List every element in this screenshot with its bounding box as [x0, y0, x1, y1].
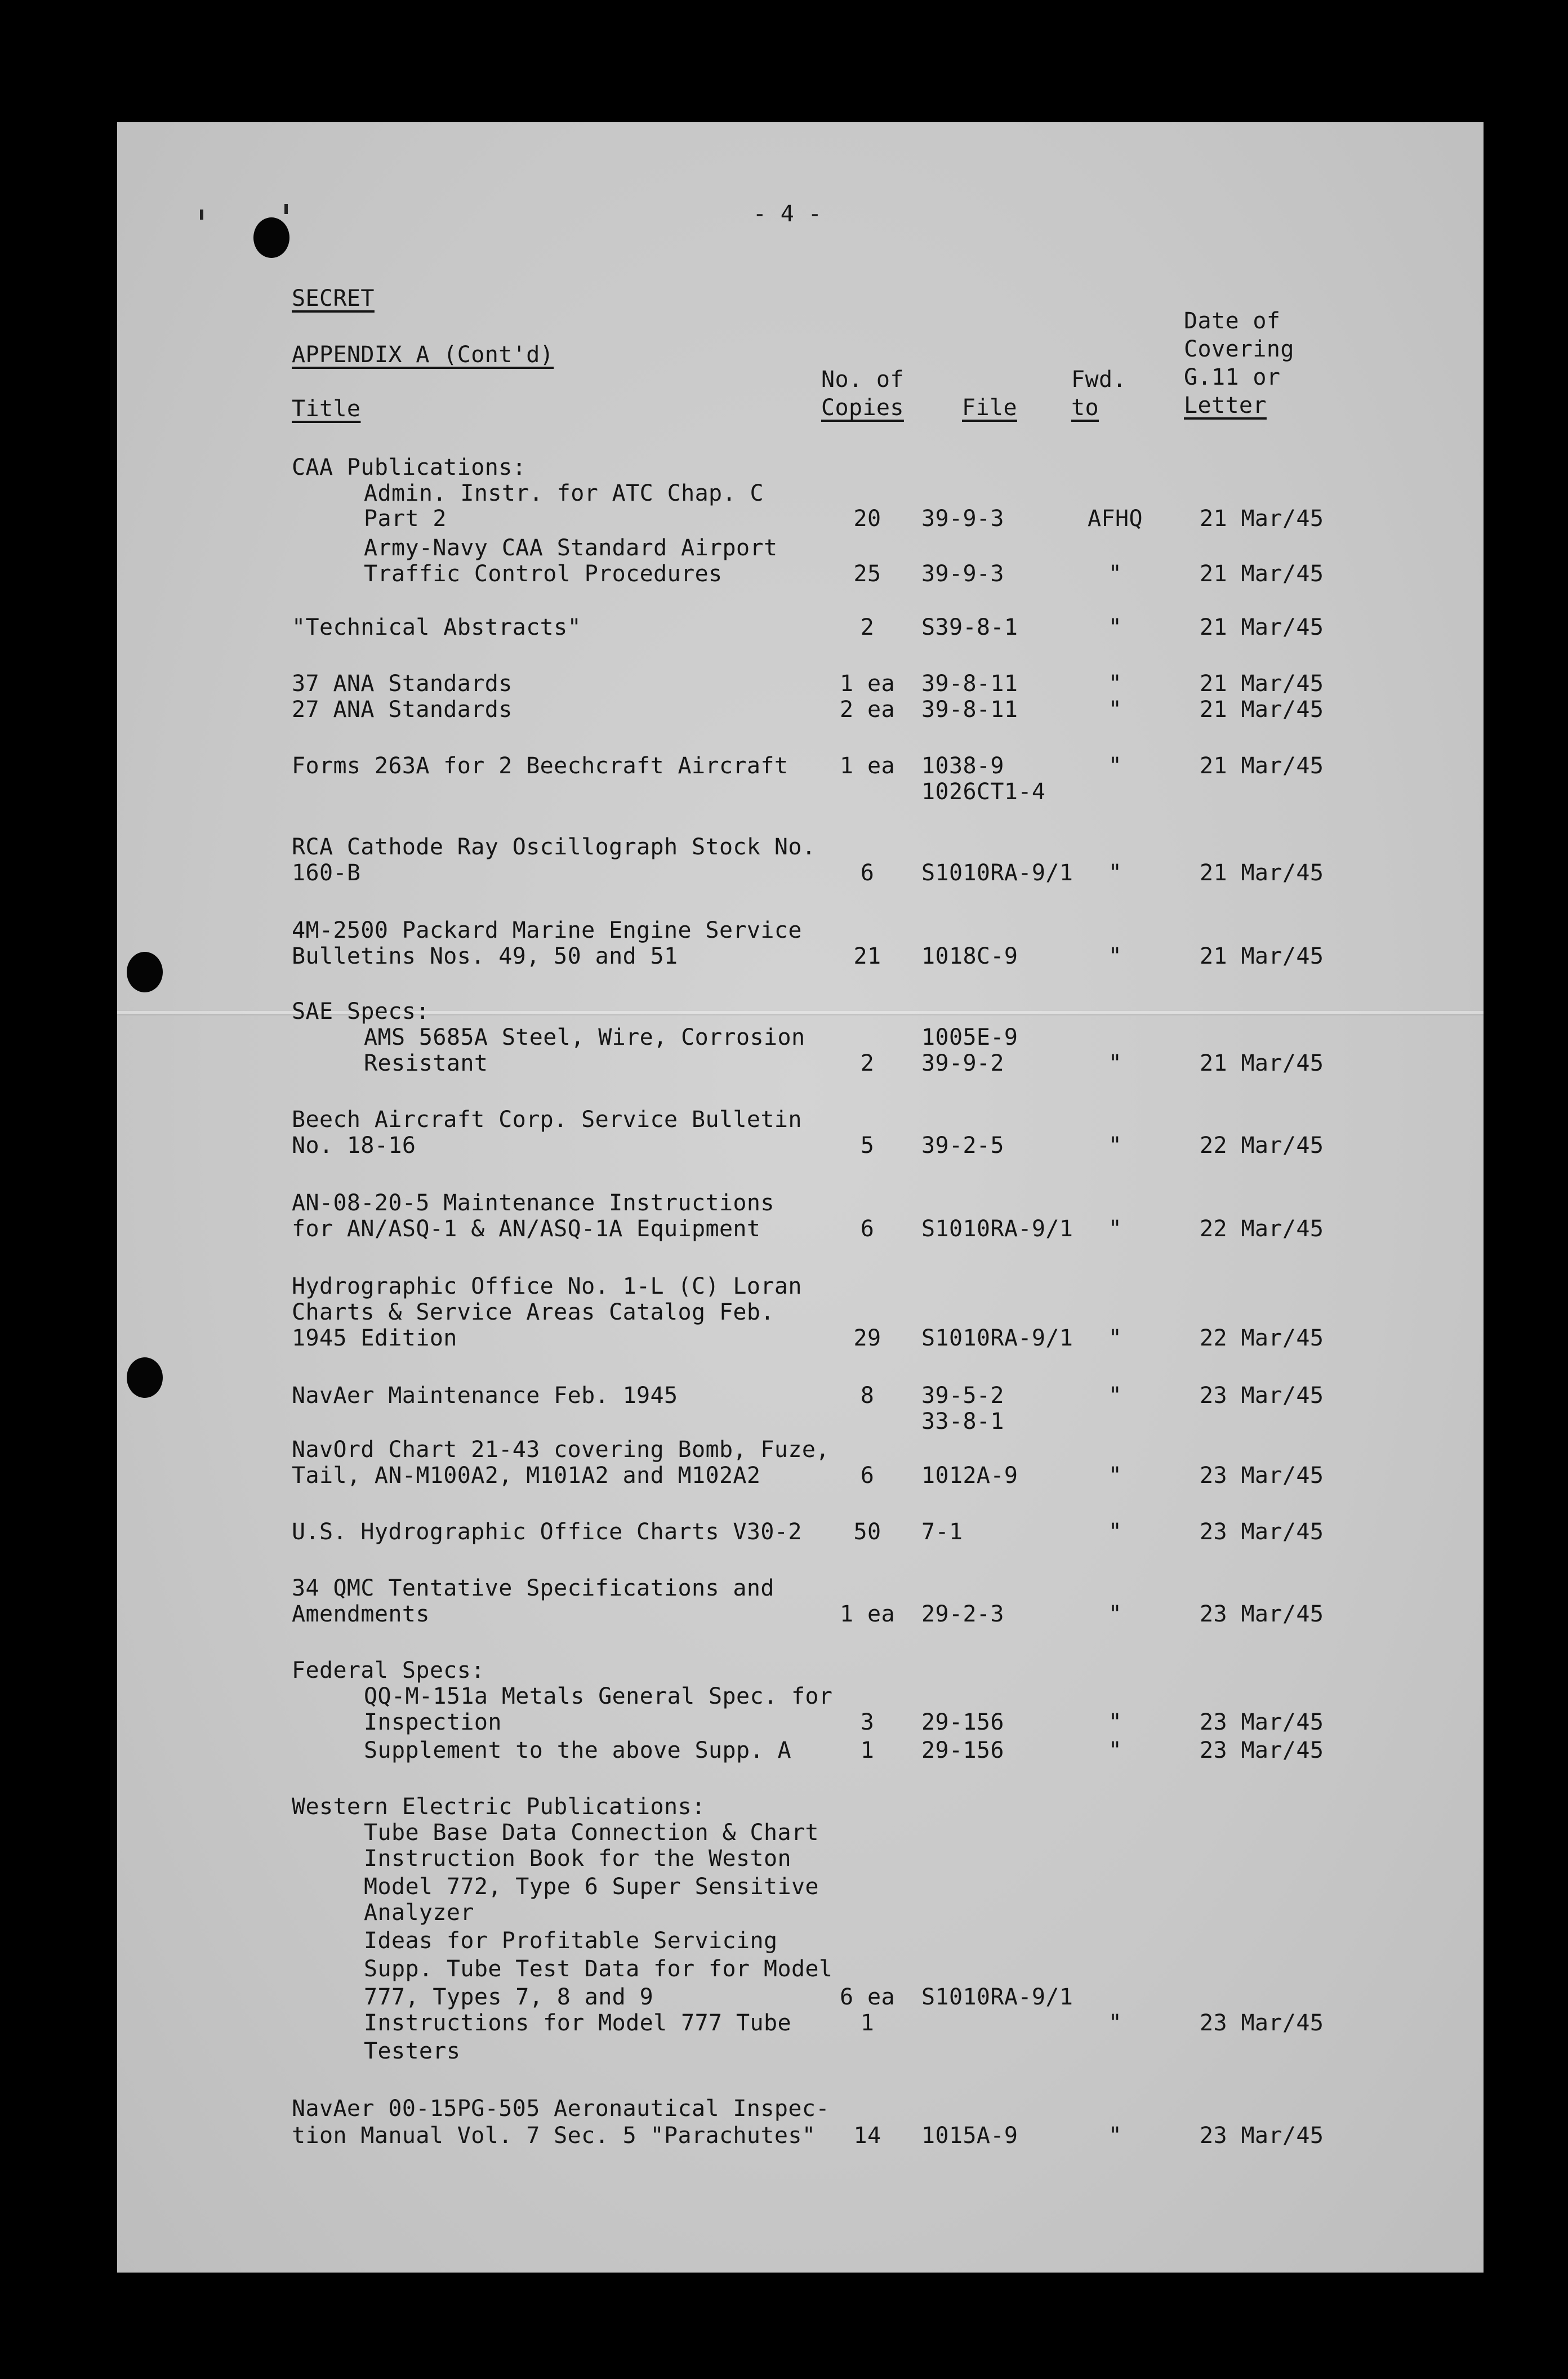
- table-cell-forwarded-to: ": [1108, 614, 1122, 640]
- table-cell-copies: 29: [853, 1325, 881, 1351]
- table-cell-forwarded-to: ": [1108, 1383, 1122, 1409]
- table-cell-file: 1005E-9: [921, 1024, 1018, 1050]
- table-cell-title: Resistant: [364, 1050, 488, 1076]
- table-cell-forwarded-to: ": [1108, 1325, 1122, 1351]
- table-cell-title: AN-08-20-5 Maintenance Instructions: [292, 1190, 774, 1216]
- table-cell-date: 23 Mar/45: [1200, 2010, 1324, 2036]
- table-cell-forwarded-to: ": [1108, 561, 1122, 587]
- table-cell-forwarded-to: ": [1108, 1601, 1122, 1627]
- table-cell-title: Model 772, Type 6 Super Sensitive: [364, 1874, 819, 1900]
- table-cell-copies: 50: [853, 1519, 881, 1545]
- table-cell-title: Supplement to the above Supp. A: [364, 1738, 791, 1763]
- table-cell-forwarded-to: ": [1108, 1133, 1122, 1159]
- table-cell-copies: 1 ea: [840, 671, 895, 697]
- table-cell-date: 22 Mar/45: [1200, 1216, 1324, 1242]
- table-cell-title: 1945 Edition: [292, 1325, 457, 1351]
- table-cell-file: 39-9-3: [921, 506, 1004, 532]
- table-cell-title: tion Manual Vol. 7 Sec. 5 "Parachutes": [292, 2123, 816, 2149]
- table-cell-copies: 1 ea: [840, 1601, 895, 1627]
- margin-mark: [284, 204, 288, 214]
- table-cell-title: Instructions for Model 777 Tube: [364, 2010, 791, 2036]
- table-cell-forwarded-to: AFHQ: [1088, 506, 1143, 532]
- table-cell-file: S1010RA-9/1: [921, 1216, 1073, 1242]
- table-cell-title: Federal Specs:: [292, 1658, 485, 1683]
- table-cell-date: 23 Mar/45: [1200, 1383, 1324, 1409]
- table-cell-copies: 14: [853, 2123, 881, 2149]
- table-cell-title: Bulletins Nos. 49, 50 and 51: [292, 943, 678, 969]
- table-cell-forwarded-to: ": [1108, 2123, 1122, 2149]
- table-cell-file: 7-1: [921, 1519, 963, 1545]
- table-cell-copies: 1: [860, 2010, 875, 2036]
- table-cell-title: 777, Types 7, 8 and 9: [364, 1984, 654, 2010]
- table-cell-forwarded-to: ": [1108, 1709, 1122, 1735]
- table-cell-title: Ideas for Profitable Servicing: [364, 1928, 778, 1954]
- table-cell-title: Supp. Tube Test Data for for Model: [364, 1956, 833, 1982]
- table-cell-title: U.S. Hydrographic Office Charts V30-2: [292, 1519, 802, 1545]
- column-header-date: G.11 or: [1184, 364, 1281, 390]
- table-cell-file: 39-5-2: [921, 1383, 1004, 1409]
- classification-marking: SECRET: [292, 286, 375, 311]
- table-cell-date: 23 Mar/45: [1200, 1709, 1324, 1735]
- table-cell-forwarded-to: ": [1108, 943, 1122, 969]
- table-cell-title: SAE Specs:: [292, 999, 430, 1024]
- table-cell-date: 21 Mar/45: [1200, 753, 1324, 779]
- punch-hole: [127, 1357, 163, 1398]
- table-cell-title: 27 ANA Standards: [292, 697, 513, 723]
- table-cell-forwarded-to: ": [1108, 860, 1122, 886]
- table-cell-title: No. 18-16: [292, 1133, 416, 1159]
- table-cell-file: 1015A-9: [921, 2123, 1018, 2149]
- column-header-copies: No. of: [821, 367, 904, 393]
- column-header-fwd: to: [1071, 395, 1099, 421]
- table-cell-date: 21 Mar/45: [1200, 671, 1324, 697]
- table-cell-forwarded-to: ": [1108, 1463, 1122, 1489]
- table-cell-title: Part 2: [364, 506, 447, 532]
- table-cell-title: CAA Publications:: [292, 455, 527, 480]
- table-cell-title: Tube Base Data Connection & Chart: [364, 1820, 819, 1846]
- table-cell-copies: 2: [860, 1050, 875, 1076]
- table-cell-file: 29-2-3: [921, 1601, 1004, 1627]
- table-cell-file: S1010RA-9/1: [921, 1325, 1073, 1351]
- appendix-heading: APPENDIX A (Cont'd): [292, 342, 554, 368]
- table-cell-copies: 21: [853, 943, 881, 969]
- table-cell-forwarded-to: ": [1108, 2010, 1122, 2036]
- table-cell-copies: 5: [860, 1133, 875, 1159]
- table-cell-title: 4M-2500 Packard Marine Engine Service: [292, 917, 802, 943]
- table-cell-title: AMS 5685A Steel, Wire, Corrosion: [364, 1024, 805, 1050]
- table-cell-date: 21 Mar/45: [1200, 943, 1324, 969]
- table-cell-title: NavOrd Chart 21-43 covering Bomb, Fuze,: [292, 1437, 830, 1463]
- table-cell-file: 1038-9: [921, 753, 1004, 779]
- table-cell-date: 21 Mar/45: [1200, 1050, 1324, 1076]
- column-header-copies: Copies: [821, 395, 904, 421]
- table-cell-title: Analyzer: [364, 1900, 474, 1926]
- column-header-fwd: Fwd.: [1071, 367, 1126, 393]
- table-cell-file: 39-2-5: [921, 1133, 1004, 1159]
- table-cell-title: 160-B: [292, 860, 361, 886]
- table-cell-copies: 2: [860, 614, 875, 640]
- table-cell-copies: 1 ea: [840, 753, 895, 779]
- table-cell-date: 21 Mar/45: [1200, 506, 1324, 532]
- table-cell-title: Western Electric Publications:: [292, 1794, 706, 1820]
- table-cell-title: Traffic Control Procedures: [364, 561, 723, 587]
- table-cell-copies: 6: [860, 860, 875, 886]
- column-header-file: File: [962, 395, 1017, 421]
- table-cell-title: 37 ANA Standards: [292, 671, 513, 697]
- table-cell-copies: 2 ea: [840, 697, 895, 723]
- table-cell-file: 1018C-9: [921, 943, 1018, 969]
- table-cell-date: 22 Mar/45: [1200, 1133, 1324, 1159]
- table-cell-title: for AN/ASQ-1 & AN/ASQ-1A Equipment: [292, 1216, 761, 1242]
- table-cell-file: S1010RA-9/1: [921, 1984, 1073, 2010]
- table-cell-forwarded-to: ": [1108, 1216, 1122, 1242]
- table-cell-date: 23 Mar/45: [1200, 1463, 1324, 1489]
- table-cell-date: 21 Mar/45: [1200, 860, 1324, 886]
- table-cell-copies: 6: [860, 1463, 875, 1489]
- table-cell-copies: 6 ea: [840, 1984, 895, 2010]
- table-cell-title: RCA Cathode Ray Oscillograph Stock No.: [292, 834, 816, 860]
- table-cell-file: S1010RA-9/1: [921, 860, 1073, 886]
- table-cell-forwarded-to: ": [1108, 671, 1122, 697]
- table-cell-file: 1012A-9: [921, 1463, 1018, 1489]
- table-cell-file: 33-8-1: [921, 1409, 1004, 1434]
- table-cell-forwarded-to: ": [1108, 1738, 1122, 1763]
- table-cell-title: Forms 263A for 2 Beechcraft Aircraft: [292, 753, 789, 779]
- table-cell-forwarded-to: ": [1108, 1519, 1122, 1545]
- table-cell-copies: 20: [853, 506, 881, 532]
- table-cell-title: Amendments: [292, 1601, 430, 1627]
- table-cell-title: Testers: [364, 2038, 461, 2064]
- table-cell-file: 39-9-2: [921, 1050, 1004, 1076]
- table-cell-date: 23 Mar/45: [1200, 1601, 1324, 1627]
- table-cell-file: S39-8-1: [921, 614, 1018, 640]
- page-number: - 4 -: [752, 201, 822, 227]
- table-cell-title: Beech Aircraft Corp. Service Bulletin: [292, 1107, 802, 1133]
- table-cell-date: 22 Mar/45: [1200, 1325, 1324, 1351]
- table-cell-title: "Technical Abstracts": [292, 614, 582, 640]
- table-cell-forwarded-to: ": [1108, 753, 1122, 779]
- table-cell-copies: 6: [860, 1216, 875, 1242]
- table-cell-date: 21 Mar/45: [1200, 561, 1324, 587]
- table-cell-date: 21 Mar/45: [1200, 614, 1324, 640]
- table-cell-file: 39-8-11: [921, 671, 1018, 697]
- table-cell-title: Army-Navy CAA Standard Airport: [364, 535, 778, 561]
- margin-mark: [200, 210, 203, 220]
- table-cell-title: Tail, AN-M100A2, M101A2 and M102A2: [292, 1463, 761, 1489]
- table-cell-title: Charts & Service Areas Catalog Feb.: [292, 1299, 774, 1325]
- table-cell-title: Inspection: [364, 1709, 502, 1735]
- table-cell-file: 39-8-11: [921, 697, 1018, 723]
- table-cell-date: 23 Mar/45: [1200, 2123, 1324, 2149]
- table-cell-title: Instruction Book for the Weston: [364, 1846, 791, 1872]
- table-cell-file: 1026CT1-4: [921, 779, 1046, 805]
- table-cell-file: 39-9-3: [921, 561, 1004, 587]
- table-cell-forwarded-to: ": [1108, 1050, 1122, 1076]
- column-header-title: Title: [292, 396, 361, 422]
- table-cell-date: 23 Mar/45: [1200, 1738, 1324, 1763]
- column-header-date: Covering: [1184, 336, 1294, 362]
- table-cell-date: 21 Mar/45: [1200, 697, 1324, 723]
- table-cell-date: 23 Mar/45: [1200, 1519, 1324, 1545]
- table-cell-title: 34 QMC Tentative Specifications and: [292, 1575, 774, 1601]
- column-header-date: Date of: [1184, 308, 1281, 334]
- table-cell-copies: 3: [860, 1709, 875, 1735]
- table-cell-file: 29-156: [921, 1709, 1004, 1735]
- table-cell-file: 29-156: [921, 1738, 1004, 1763]
- table-cell-forwarded-to: ": [1108, 697, 1122, 723]
- table-cell-title: Hydrographic Office No. 1-L (C) Loran: [292, 1273, 802, 1299]
- punch-hole: [253, 217, 289, 258]
- table-cell-title: NavAer 00-15PG-505 Aeronautical Inspec-: [292, 2096, 830, 2122]
- table-cell-title: Admin. Instr. for ATC Chap. C: [364, 480, 764, 506]
- table-cell-copies: 8: [860, 1383, 875, 1409]
- table-cell-title: NavAer Maintenance Feb. 1945: [292, 1383, 678, 1409]
- table-cell-title: QQ-M-151a Metals General Spec. for: [364, 1683, 833, 1709]
- punch-hole: [127, 952, 163, 992]
- table-cell-copies: 25: [853, 561, 881, 587]
- column-header-date: Letter: [1184, 393, 1267, 418]
- table-cell-copies: 1: [860, 1738, 875, 1763]
